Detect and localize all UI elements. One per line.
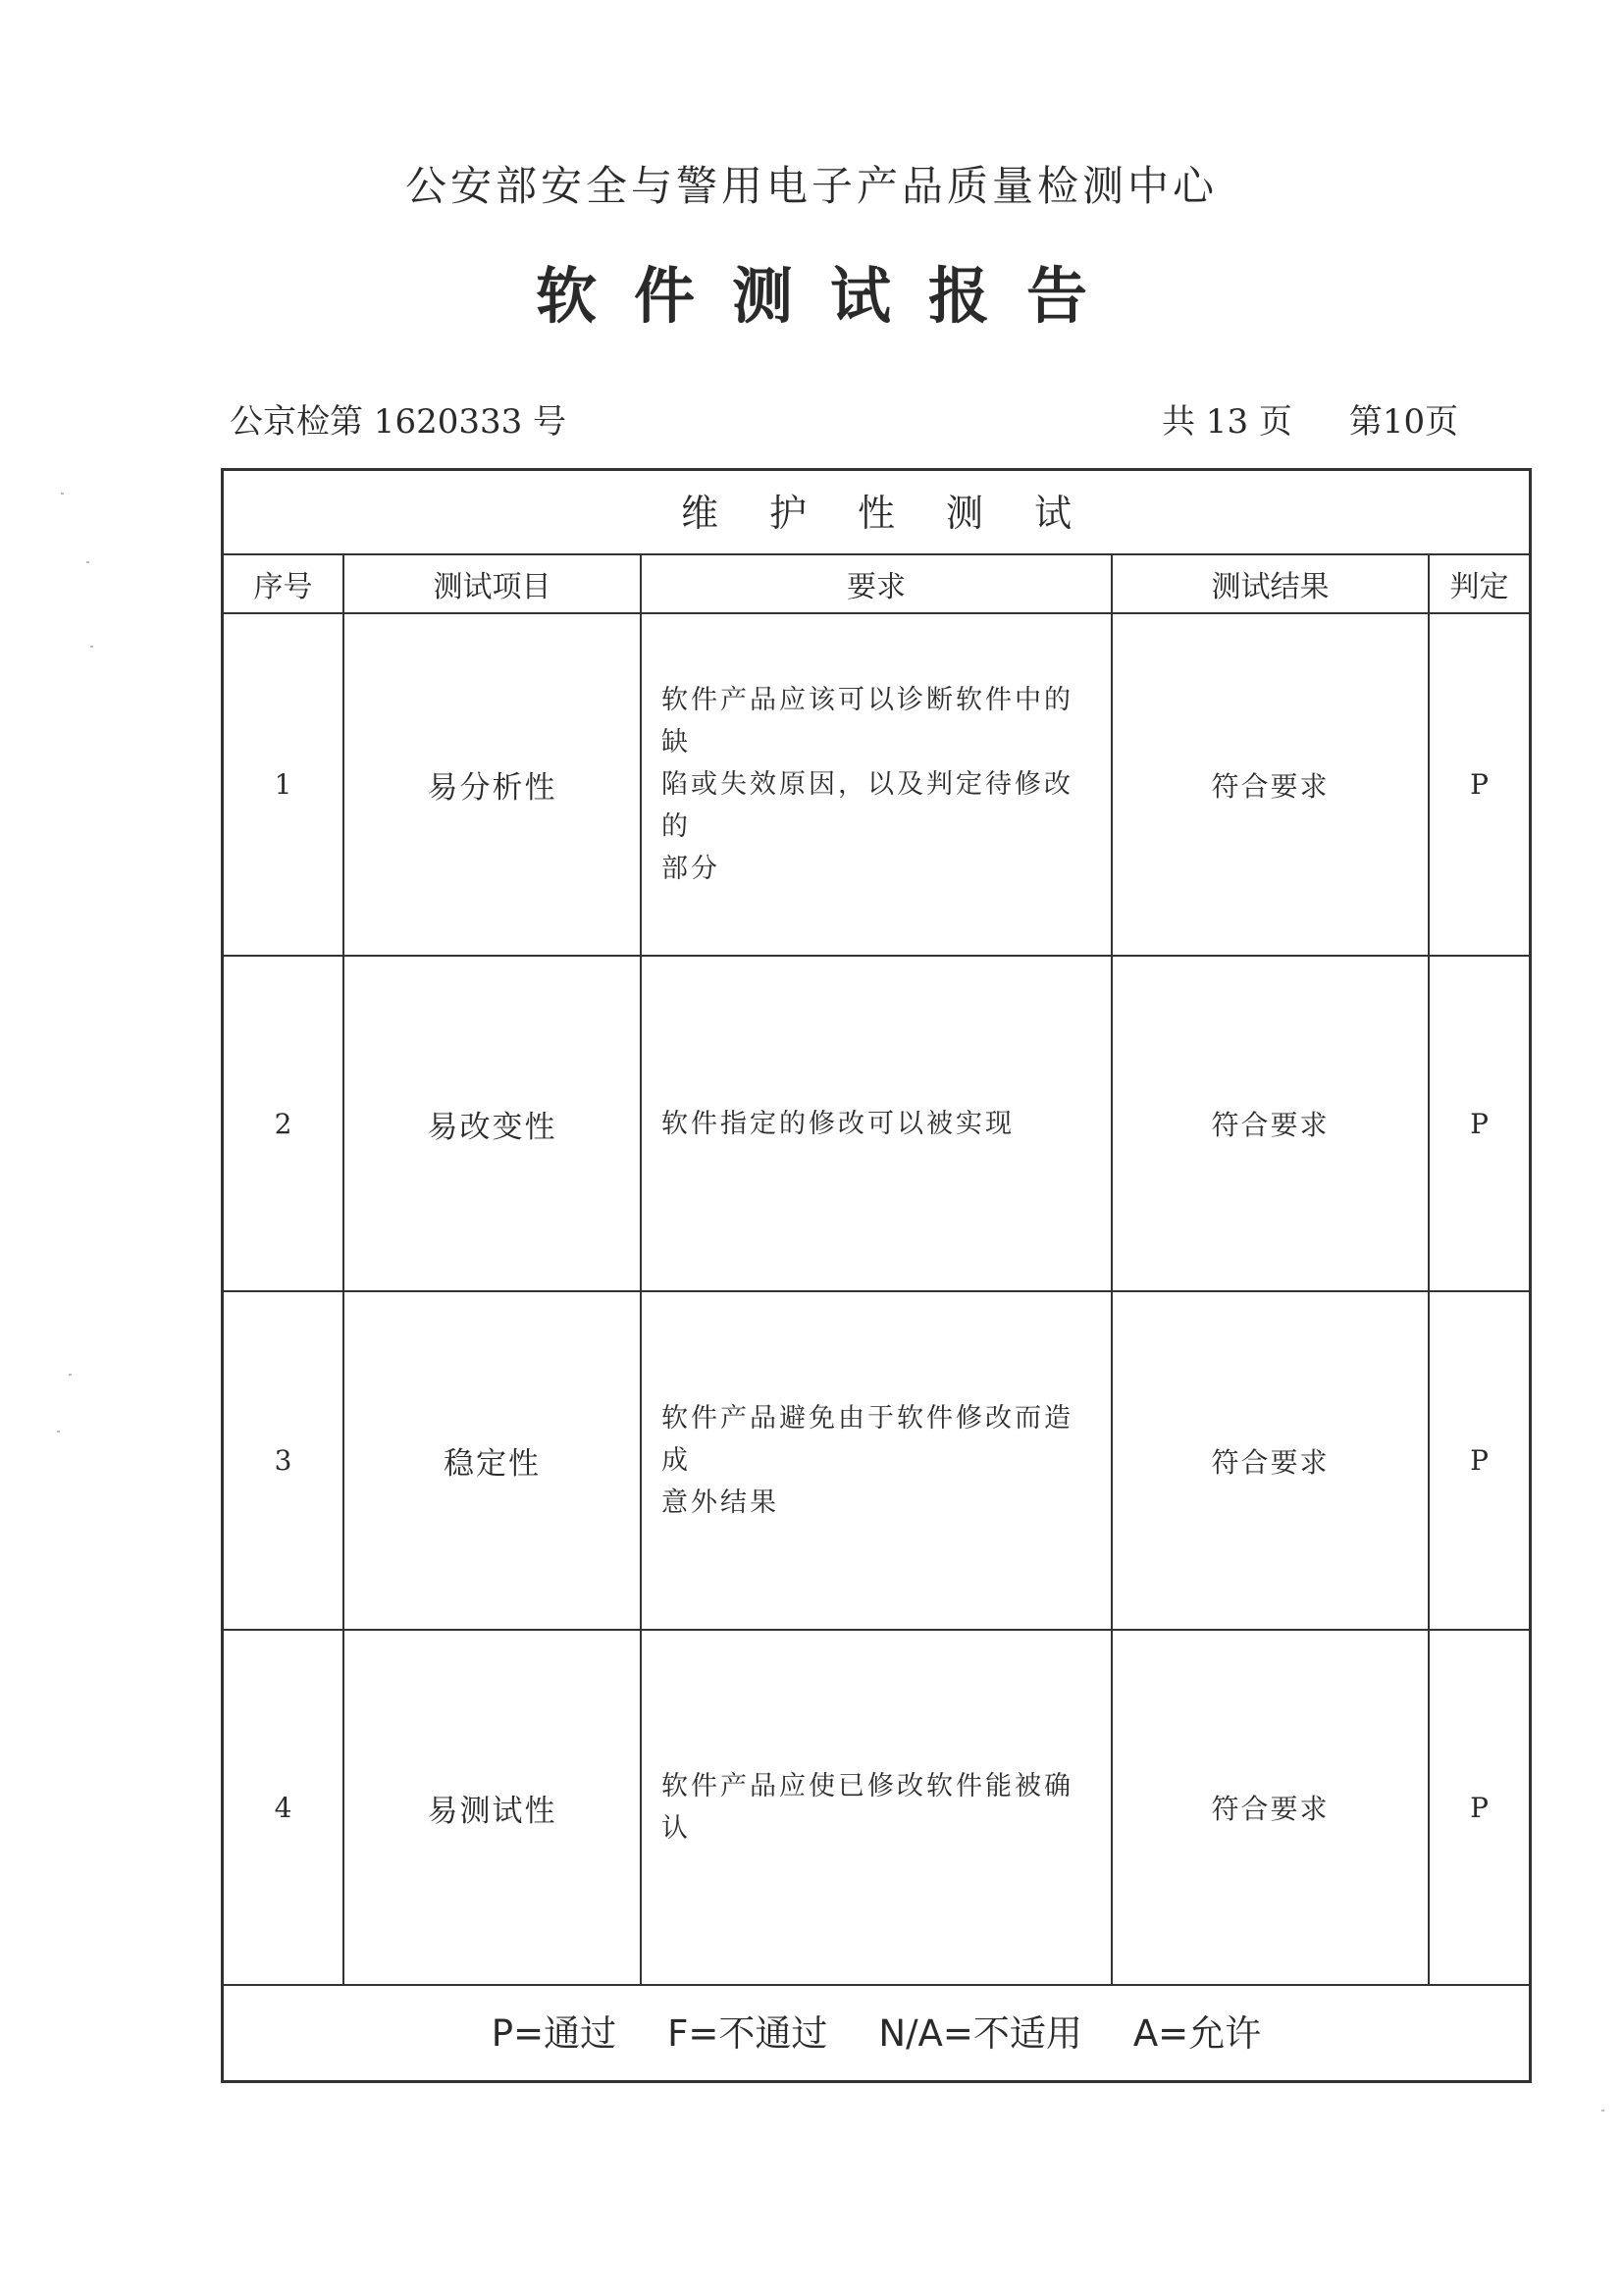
requirement-line: 意外结果 [661,1487,779,1518]
test-result: 符合要求 [1113,614,1430,955]
table-row [224,957,1529,1292]
scan-speck [57,1431,60,1433]
requirement-line: 软件产品避免由于软件修改而造成 [661,1403,1073,1476]
table-row [224,1292,1529,1631]
total-pages: 共 13 页 [1162,402,1292,442]
requirement-line: 陷或失效原因，以及判定待修改的 [661,769,1073,842]
requirement-line: 软件产品应使已修改软件能被确认 [661,1771,1073,1844]
requirement [642,957,1113,1290]
legend-pass: P=通过 [491,2012,617,2055]
test-item: 易分析性 [344,614,642,955]
organization-name: 公安部安全与警用电子产品质量检测中心 [404,162,1218,210]
verdict: P [1470,1791,1489,1824]
row-number: 1 [224,614,344,955]
requirement [642,1292,1113,1629]
table-header-row [224,555,1529,614]
requirement [642,614,1113,955]
maintainability-table [221,468,1532,2083]
verdict-legend [224,1980,1529,2080]
requirement-line: 部分 [661,854,720,884]
test-result: 符合要求 [1113,1631,1430,1984]
test-item: 易测试性 [344,1631,642,1984]
page-info [1162,400,1458,444]
requirement [642,1631,1113,1984]
test-result: 符合要求 [1113,1292,1430,1629]
scan-speck [90,646,93,648]
requirement-line: 软件指定的修改可以被实现 [661,1108,1015,1139]
scan-speck [86,561,89,563]
row-number: 2 [224,957,344,1290]
column-header-item: 测试项目 [344,555,642,612]
table-row [224,614,1529,957]
column-header-verdict: 判定 [1449,570,1509,604]
legend-fail: F=不通过 [667,2012,828,2055]
column-header-requirement: 要求 [642,555,1113,612]
column-header-no: 序号 [224,555,344,612]
test-item: 稳定性 [344,1292,642,1629]
test-item: 易改变性 [344,957,642,1290]
table-row [224,1631,1529,1986]
current-page: 第10页 [1348,402,1459,442]
report-number: 公京检第 1620333 号 [230,402,567,442]
row-number: 3 [224,1292,344,1629]
column-header-result: 测试结果 [1113,555,1430,612]
requirement-line: 软件产品应该可以诊断软件中的缺 [661,685,1073,757]
scan-speck [69,1374,72,1376]
legend-allowed: A=允许 [1132,2012,1262,2055]
scan-speck [1601,2110,1604,2112]
section-title: 维护性测试 [224,471,1529,555]
scan-speck [61,493,64,495]
verdict: P [1470,1107,1489,1140]
test-result: 符合要求 [1113,957,1430,1290]
legend-not-applicable: N/A=不适用 [878,2012,1082,2055]
verdict: P [1470,1444,1489,1477]
row-number: 4 [224,1631,344,1984]
document-title: 软件测试报告 [535,260,1125,332]
verdict: P [1470,768,1489,801]
